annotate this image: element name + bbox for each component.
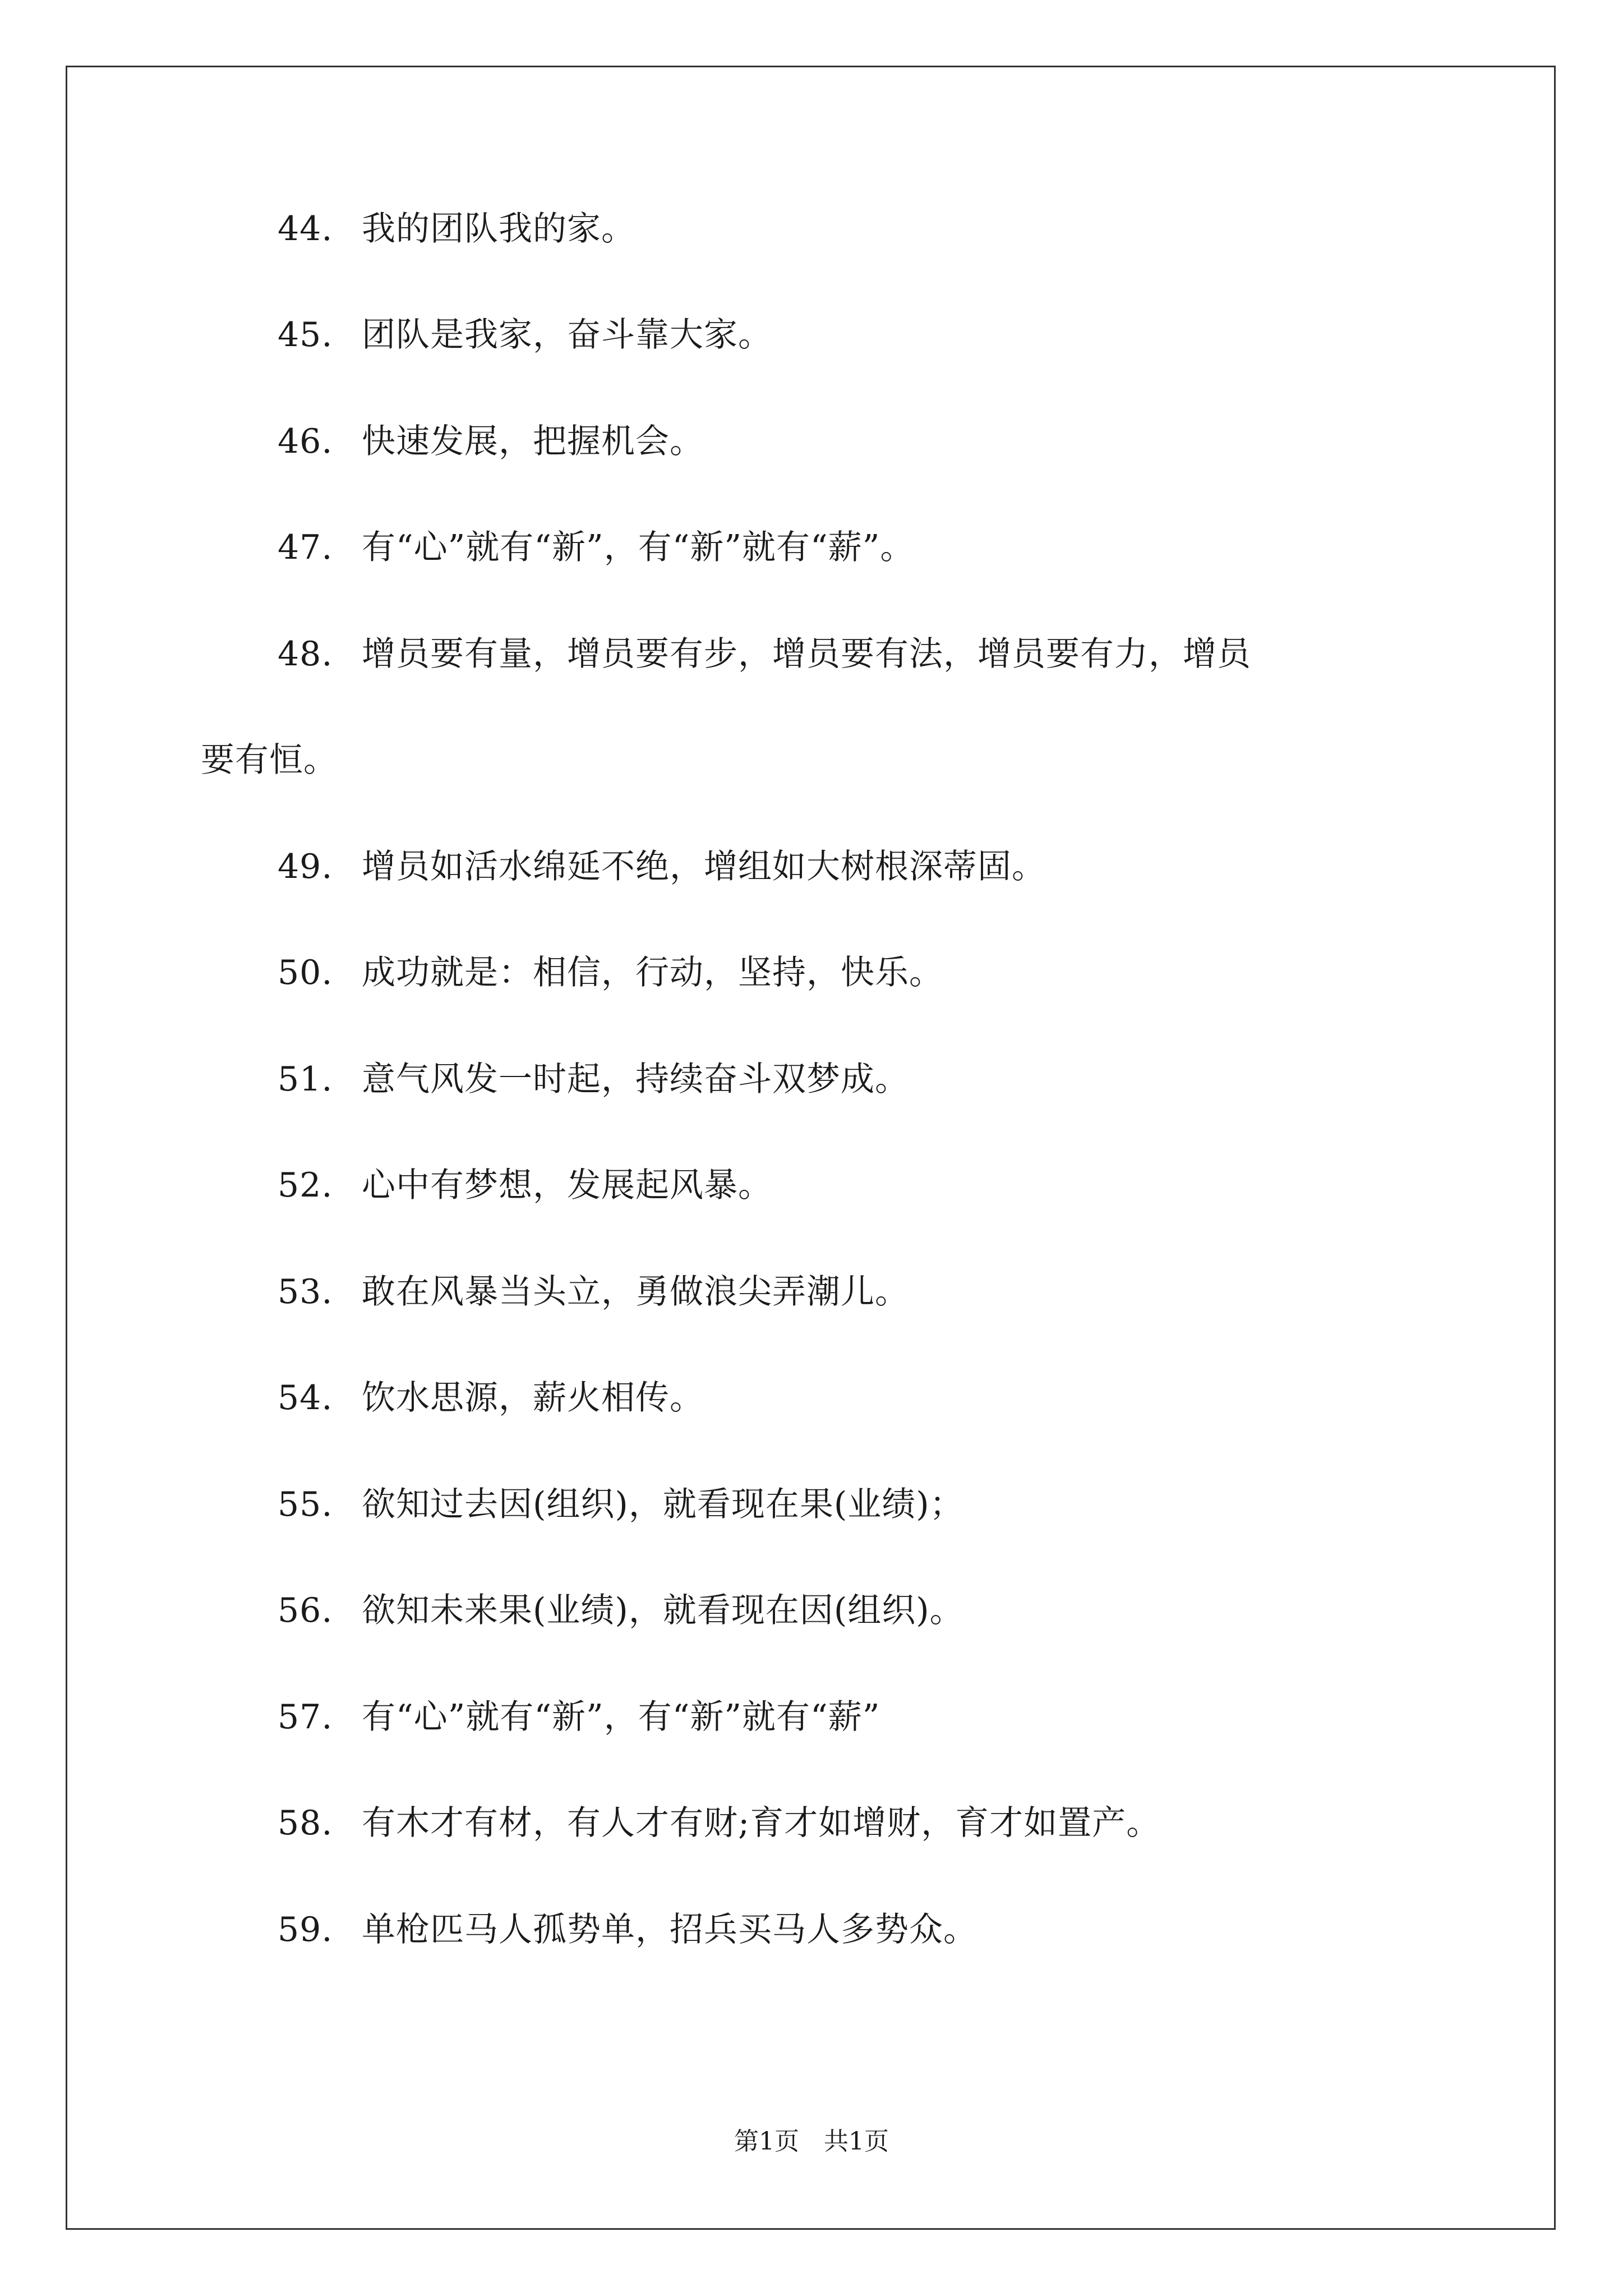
item-number: 51. — [278, 1060, 333, 1099]
list-item-continuation — [201, 738, 338, 783]
item-text: 欲知过去因(组织)，就看现在果(业绩)； — [362, 1485, 964, 1524]
item-text: 饮水思源，薪火相传。 — [362, 1378, 704, 1418]
item-number: 54. — [278, 1378, 333, 1418]
item-number: 50. — [278, 953, 333, 992]
item-number: 56. — [278, 1591, 333, 1630]
list-item — [278, 1375, 704, 1420]
item-number: 49. — [278, 847, 333, 886]
item-text: 有“心”就有“新”，有“新”就有“薪”。 — [362, 528, 915, 567]
item-number: 47. — [278, 528, 333, 567]
item-text: 欲知未来果(业绩)，就看现在因(组织)。 — [362, 1591, 964, 1630]
list-item — [278, 1588, 964, 1633]
item-text: 团队是我家，奋斗靠大家。 — [362, 315, 772, 355]
page-border — [66, 66, 1556, 2230]
item-number: 55. — [278, 1485, 333, 1524]
item-number: 48. — [278, 634, 333, 674]
list-item — [278, 1907, 978, 1952]
list-item — [278, 844, 1046, 889]
list-item — [278, 525, 914, 570]
item-number: 59. — [278, 1910, 333, 1949]
list-item — [278, 1801, 1160, 1846]
page-footer — [0, 2125, 1623, 2159]
list-item — [278, 206, 635, 251]
item-number: 44. — [278, 209, 333, 249]
item-number: 53. — [278, 1272, 333, 1312]
item-text: 快速发展，把握机会。 — [362, 422, 704, 461]
item-number: 45. — [278, 315, 333, 355]
item-text: 意气风发一时起，持续奋斗双梦成。 — [362, 1060, 909, 1099]
list-item — [278, 419, 704, 464]
item-number: 57. — [278, 1697, 333, 1737]
item-number: 46. — [278, 422, 333, 461]
item-text: 我的团队我的家。 — [362, 209, 635, 249]
list-item — [278, 312, 772, 357]
item-text: 敢在风暴当头立，勇做浪尖弄潮儿。 — [362, 1272, 909, 1312]
page-number-label: 第1页 共1页 — [734, 2127, 889, 2156]
list-item — [278, 1695, 880, 1740]
item-number: 58. — [278, 1803, 333, 1843]
item-text: 成功就是：相信，行动，坚持，快乐。 — [362, 953, 943, 992]
list-item — [278, 1057, 909, 1102]
item-text: 有“心”就有“新”，有“新”就有“薪” — [362, 1697, 880, 1737]
list-item — [278, 632, 1251, 677]
list-item — [278, 1163, 772, 1208]
item-number: 52. — [278, 1166, 333, 1205]
item-text: 增员要有量，增员要有步，增员要有法，增员要有力，增员 — [362, 634, 1251, 674]
item-text: 单枪匹马人孤势单，招兵买马人多势众。 — [362, 1910, 978, 1949]
list-item — [278, 1269, 909, 1314]
item-text: 增员如活水绵延不绝，增组如大树根深蒂固。 — [362, 847, 1046, 886]
list-item — [278, 950, 943, 995]
item-text: 心中有梦想，发展起风暴。 — [362, 1166, 772, 1205]
list-item — [278, 1482, 964, 1527]
item-text: 有木才有材，有人才有财;育才如增财，育才如置产。 — [362, 1803, 1161, 1843]
item-text-continuation: 要有恒。 — [201, 740, 338, 780]
